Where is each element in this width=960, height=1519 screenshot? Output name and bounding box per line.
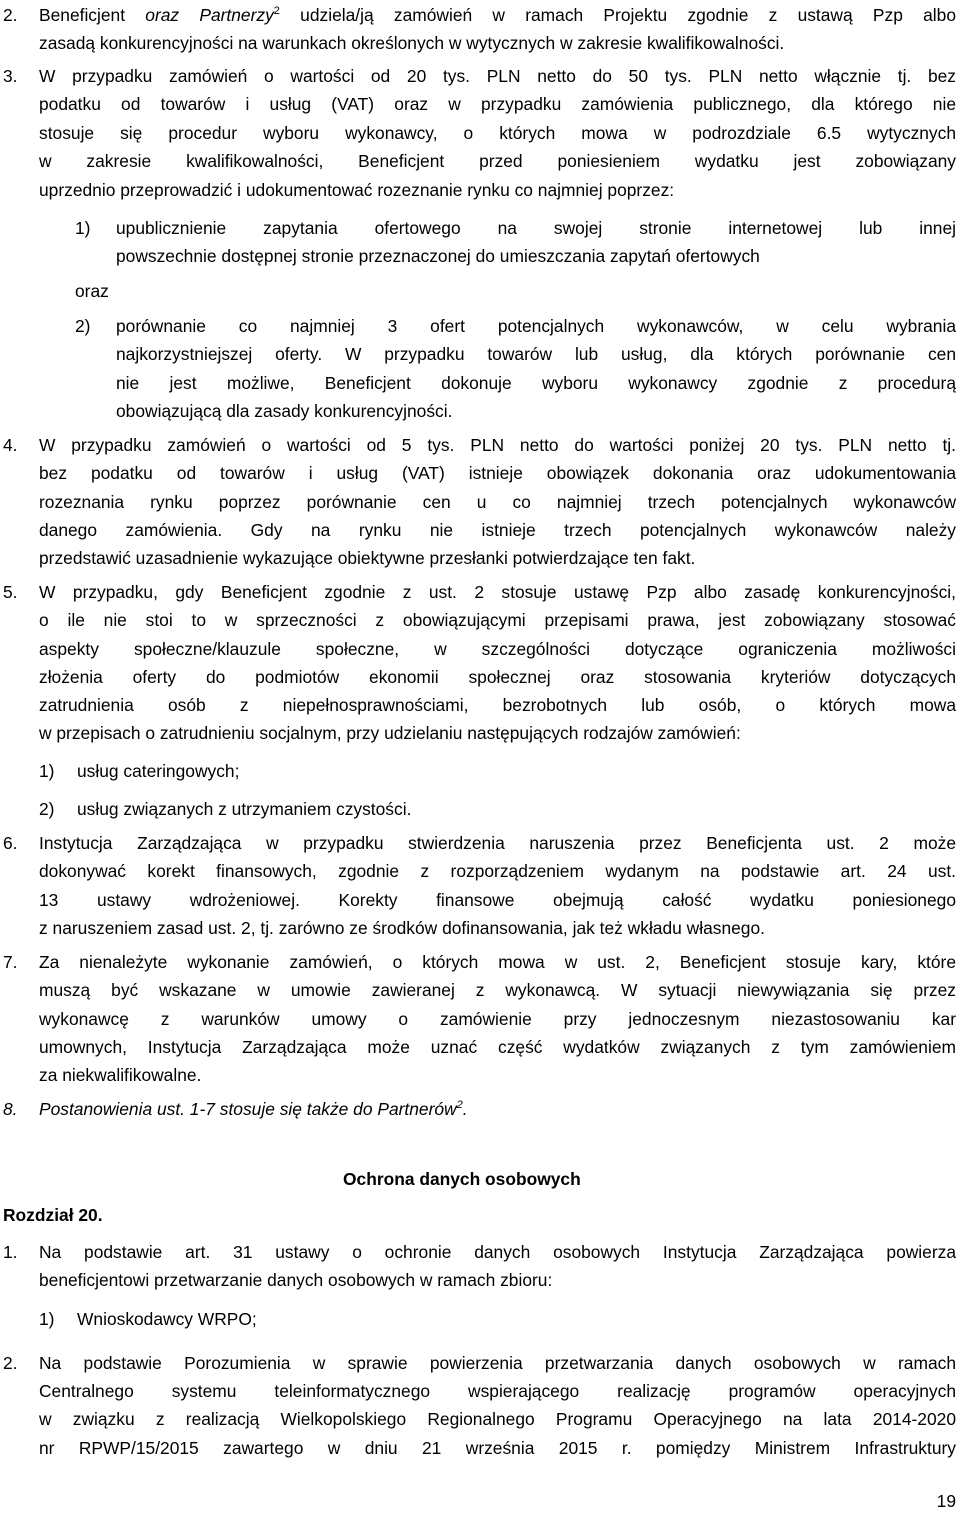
paragraph-8-line bbox=[39, 1097, 468, 1121]
paragraph-3-oraz: oraz bbox=[75, 281, 109, 301]
paragraph-3-line: w zakresie kwalifikowalności, Beneficjent przed poniesieniem wydatku jest zobowiązany bbox=[39, 151, 956, 171]
paragraph-8-end: . bbox=[462, 1099, 468, 1119]
section-paragraph-2-line: w związku z realizacją Wielkopolskiego Regionalnego Programu Operacyjnego na lata 2014-2020 bbox=[39, 1409, 956, 1429]
paragraph-6-line: 13 ustawy wdrożeniowej. Korekty finansowe obejmują całość wydatku poniesionego bbox=[39, 890, 956, 910]
paragraph-3-sub-1-line: powszechnie dostępnej stronie przeznaczonej do umieszczania zapytań ofertowych bbox=[116, 246, 760, 266]
paragraph-2-line-2: zasadą konkurencyjności na warunkach określonych w wytycznych w zakresie kwalifikowalności. bbox=[39, 33, 785, 53]
paragraph-5-sub-2: usług związanych z utrzymaniem czystości. bbox=[77, 799, 412, 819]
paragraph-5-line: w przepisach o zatrudnieniu socjalnym, przy udzielaniu następujących rodzajów zamówień: bbox=[39, 723, 741, 743]
paragraph-3-sub-2-line: najkorzystniejszej oferty. W przypadku towarów lub usług, dla których porównanie cen bbox=[116, 344, 956, 364]
footnote-ref: 2 bbox=[273, 5, 280, 18]
section-paragraph-2-line: nr RPWP/15/2015 zawartego w dniu 21 września 2015 r. pomiędzy Ministrem Infrastruktury bbox=[39, 1438, 956, 1458]
paragraph-7-line: za niekwalifikowalne. bbox=[39, 1065, 202, 1085]
paragraph-3-sub-2-number: 2) bbox=[75, 316, 91, 336]
paragraph-2-number: 2. bbox=[3, 5, 18, 25]
paragraph-3-sub-2-line: nie jest możliwe, Beneficjent dokonuje wyboru wykonawcy zgodnie z procedurą bbox=[116, 373, 956, 393]
paragraph-5-line: aspekty społeczne/klauzule społeczne, w szczególności dotyczące ograniczenia możliwości bbox=[39, 639, 956, 659]
chapter-heading: Rozdział 20. bbox=[3, 1205, 103, 1225]
paragraph-7-line: Za nienależyte wykonanie zamówień, o których mowa w ust. 2, Beneficjent stosuje kary, które bbox=[39, 952, 956, 972]
paragraph-3-sub-1-line: upublicznienie zapytania ofertowego na swojej stronie internetowej lub innej bbox=[116, 218, 956, 238]
section-paragraph-1-line: beneficjentowi przetwarzanie danych osobowych w ramach zbioru: bbox=[39, 1270, 553, 1290]
paragraph-4-line: bez podatku od towarów i usług (VAT) istnieje obowiązek dokonania oraz udokumentowania bbox=[39, 463, 956, 483]
paragraph-2-text-a: Beneficjent bbox=[39, 5, 146, 25]
paragraph-5-number: 5. bbox=[3, 582, 18, 602]
paragraph-8-text: Postanowienia ust. 1-7 stosuje się także do Partnerów bbox=[39, 1099, 457, 1119]
paragraph-6-line: dokonywać korekt finansowych, zgodnie z rozporządzeniem wydanym na podstawie art. 24 ust. bbox=[39, 861, 956, 881]
paragraph-5-sub-1-number: 1) bbox=[39, 761, 55, 781]
paragraph-5-line: zatrudnienia osób z niepełnosprawnościami, bezrobotnych lub osób, o których mowa bbox=[39, 695, 956, 715]
paragraph-6-number: 6. bbox=[3, 833, 18, 853]
section-paragraph-2-line: Centralnego systemu teleinformatycznego wspierającego realizację programów operacyjnych bbox=[39, 1381, 956, 1401]
page-number: 19 bbox=[936, 1491, 956, 1511]
paragraph-3-number: 3. bbox=[3, 66, 18, 86]
paragraph-5-sub-2-number: 2) bbox=[39, 799, 55, 819]
paragraph-5-line: o ile nie stoi to w sprzeczności z obowiązującymi przepisami prawa, jest zobowiązany stosować bbox=[39, 610, 956, 630]
section-paragraph-1-sub-1-number: 1) bbox=[39, 1309, 55, 1329]
paragraph-7-line: wykonawcę z warunków umowy o zamówienie przy jednoczesnym niezastosowaniu kar bbox=[39, 1009, 956, 1029]
section-title: Ochrona danych osobowych bbox=[343, 1169, 581, 1189]
paragraph-5-line: złożenia oferty do podmiotów ekonomii społecznej oraz stosowania kryteriów dotyczących bbox=[39, 667, 956, 687]
paragraph-2-partners-italic: oraz Partnerzy bbox=[145, 5, 274, 25]
paragraph-3-sub-1-number: 1) bbox=[75, 218, 91, 238]
paragraph-6-line: z naruszeniem zasad ust. 2, tj. zarówno ze środków dofinansowania, jak też wkładu własnego. bbox=[39, 918, 765, 938]
section-paragraph-1-sub-1: Wnioskodawcy WRPO; bbox=[77, 1309, 257, 1329]
paragraph-3-line: stosuje się procedur wyboru wykonawcy, o których mowa w podrozdziale 6.5 wytycznych bbox=[39, 123, 956, 143]
paragraph-3-line: W przypadku zamówień o wartości od 20 tys. PLN netto do 50 tys. PLN netto włącznie tj. bez bbox=[39, 66, 956, 86]
paragraph-2-text-c: udziela/ją zamówień w ramach Projektu zgodnie z ustawą Pzp albo bbox=[279, 5, 956, 25]
section-paragraph-1-line: Na podstawie art. 31 ustawy o ochronie danych osobowych Instytucja Zarządzająca powierza bbox=[39, 1242, 956, 1262]
paragraph-2-line-1 bbox=[39, 3, 956, 27]
paragraph-8-number: 8. bbox=[3, 1099, 18, 1119]
section-paragraph-1-number: 1. bbox=[3, 1242, 18, 1262]
paragraph-4-line: przedstawić uzasadnienie wykazujące obiektywne przesłanki potwierdzające ten fakt. bbox=[39, 548, 696, 568]
paragraph-3-line: podatku od towarów i usług (VAT) oraz w przypadku zamówienia publicznego, dla którego nie bbox=[39, 94, 956, 114]
paragraph-3-sub-2-line: porównanie co najmniej 3 ofert potencjalnych wykonawców, w celu wybrania bbox=[116, 316, 956, 336]
paragraph-3-sub-2-line: obowiązującą dla zasady konkurencyjności. bbox=[116, 401, 453, 421]
paragraph-4-line: rozeznania rynku poprzez porównanie cen u co najmniej trzech potencjalnych wykonawców bbox=[39, 492, 956, 512]
paragraph-7-line: muszą być wskazane w umowie zawieranej z wykonawcą. W sytuacji niewywiązania się przez bbox=[39, 980, 956, 1000]
paragraph-7-line: umownych, Instytucja Zarządzająca może uznać część wydatków związanych z tym zamówieniem bbox=[39, 1037, 956, 1057]
section-paragraph-2-number: 2. bbox=[3, 1353, 18, 1373]
paragraph-6-line: Instytucja Zarządzająca w przypadku stwierdzenia naruszenia przez Beneficjenta ust. 2 może bbox=[39, 833, 956, 853]
paragraph-4-line: W przypadku zamówień o wartości od 5 tys. PLN netto do wartości poniżej 20 tys. PLN netto tj. bbox=[39, 435, 956, 455]
paragraph-5-sub-1: usług cateringowych; bbox=[77, 761, 240, 781]
paragraph-7-number: 7. bbox=[3, 952, 18, 972]
section-paragraph-2-line: Na podstawie Porozumienia w sprawie powierzenia przetwarzania danych osobowych w ramach bbox=[39, 1353, 956, 1373]
paragraph-4-number: 4. bbox=[3, 435, 18, 455]
paragraph-3-line: uprzednio przeprowadzić i udokumentować rozeznanie rynku co najmniej poprzez: bbox=[39, 180, 675, 200]
paragraph-5-line: W przypadku, gdy Beneficjent zgodnie z ust. 2 stosuje ustawę Pzp albo zasadę konkurencyjności, bbox=[39, 582, 956, 602]
paragraph-4-line: danego zamówienia. Gdy na rynku nie istnieje trzech potencjalnych wykonawców należy bbox=[39, 520, 956, 540]
footnote-ref: 2 bbox=[456, 1099, 463, 1112]
